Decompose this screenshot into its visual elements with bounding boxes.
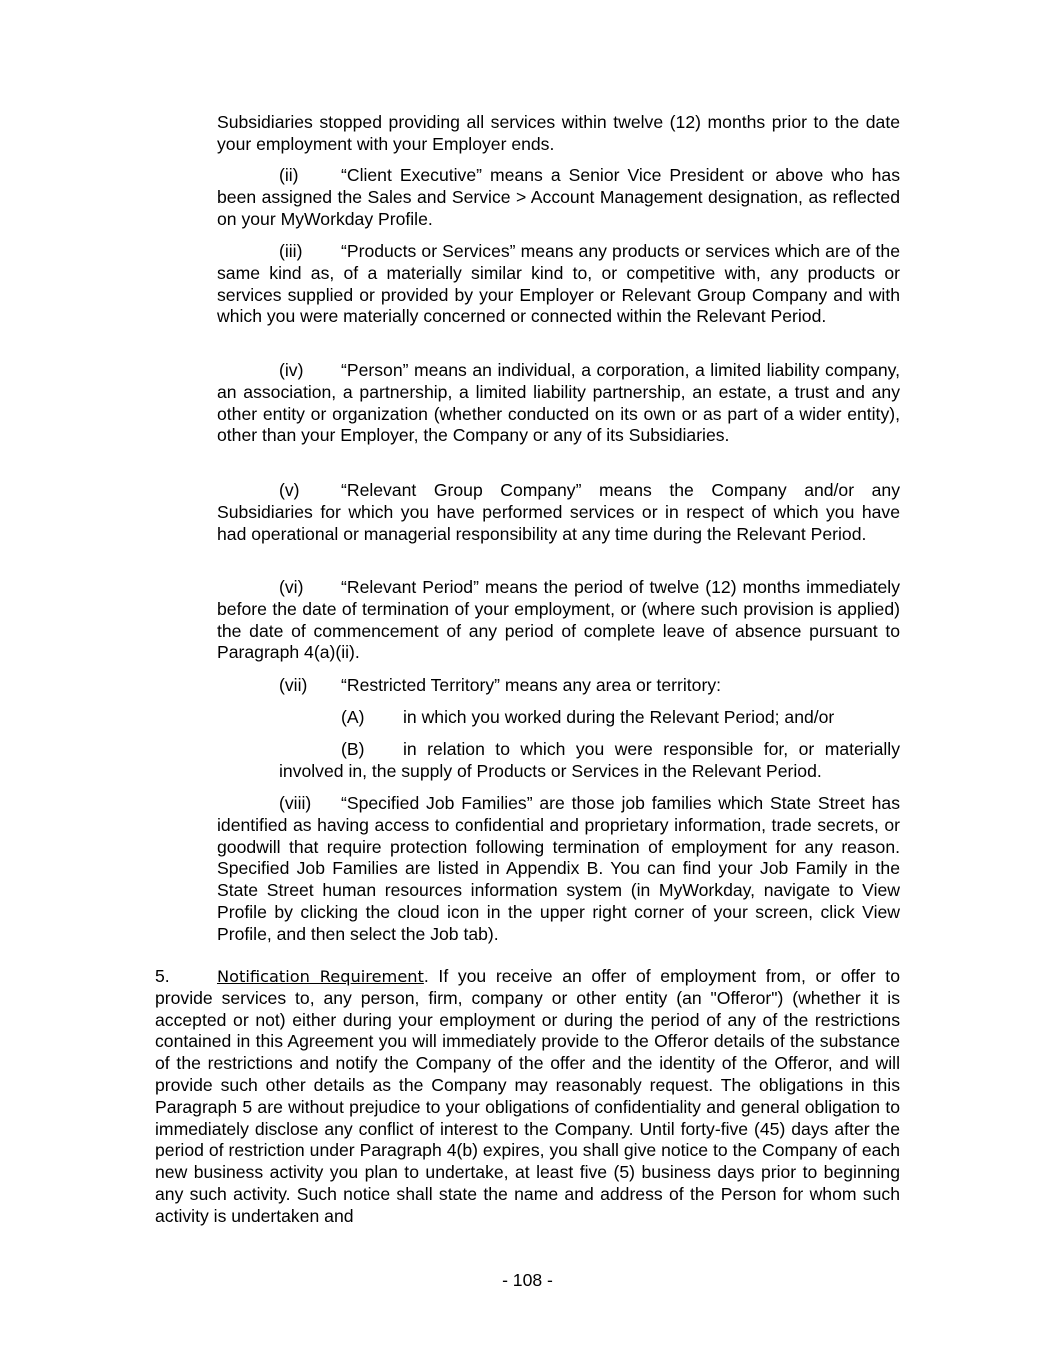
definition-text: “Products or Services” means any products or services which are of the same kind as, of a materially similar kind to, or competitive with, any products or services supplied or provided by your Employer or Relevant Group Company and with which you were materially concerned or connected within the Relevant Period. [217, 241, 900, 327]
definition-text: “Specified Job Families” are those job families which State Street has identified as having access to confidential and proprietary information, trade secrets, or goodwill that require protection following termination of employment for any reason. Specified Job Families are listed in Appendix B. You can find your Job Family in the State Street human resources information system (in MyWorkday, navigate to View Profile by clicking the cloud icon in the upper right corner of your screen, click View Profile, and then select the Job tab). [217, 793, 900, 944]
definition-text: “Client Executive” means a Senior Vice President or above who has been assigned the Sales and Service > Account Management designation, as reflected on your MyWorkday Profile. [217, 165, 900, 229]
section-number: 5. [155, 966, 170, 986]
sub-item-number: (A) [341, 707, 365, 727]
definition-number: (vi) [279, 577, 304, 597]
definition-ii [217, 165, 900, 230]
definition-number: (viii) [279, 793, 312, 813]
definition-v [217, 480, 900, 545]
definition-number: (vii) [279, 675, 308, 695]
section-5-paragraph [155, 966, 900, 1228]
lead-paragraph: Subsidiaries stopped providing all services within twelve (12) months prior to the date your employment with your Employer ends. [217, 112, 900, 154]
definition-text: “Restricted Territory” means any area or territory: [341, 675, 722, 695]
section-text: . If you receive an offer of employment from, or offer to provide services to, any person, firm, company or other entity (an "Offeror") (whether it is accepted or not) either during your employment or during the period of any of the restrictions contained in this Agreement you will immediately provide to the Offeror details of the substance of the restrictions and notify the Company of the offer and the identity of the Offeror, and will provide such other details as the Company may reasonably request. The obligations in this Paragraph 5 are without prejudice to your obligations of confidentiality and general obligation to immediately disclose any conflict of interest to the Company. Until forty-five (45) days after the period of restriction under Paragraph 4(b) expires, you shall give notice to the Company of each new business activity you plan to undertake, at least five (5) business days prior to beginning any such activity. Such notice shall state the name and address of the Person for whom such activity is undertaken and [155, 966, 900, 1226]
definition-number: (iv) [279, 360, 304, 380]
definition-text: “Relevant Group Company” means the Company and/or any Subsidiaries for which you have performed services or in respect of which you have had operational or managerial responsibility at any time during the Relevant Period. [217, 480, 900, 544]
sub-item-text: in which you worked during the Relevant Period; and/or [403, 707, 835, 727]
section-heading: Notification Requirement [217, 967, 424, 986]
sub-item-text: in relation to which you were responsible for, or materially involved in, the supply of Products or Services in the Relevant Period. [279, 739, 900, 781]
definition-number: (iii) [279, 241, 303, 261]
definition-iv [217, 360, 900, 447]
sub-item-b [279, 739, 900, 783]
sub-item-a [279, 707, 900, 729]
definition-vii [217, 675, 900, 697]
definition-vi [217, 577, 900, 664]
definition-number: (v) [279, 480, 300, 500]
page-number: - 108 - [502, 1270, 553, 1290]
definition-number: (ii) [279, 165, 299, 185]
sub-item-number: (B) [341, 739, 365, 759]
definition-iii [217, 241, 900, 328]
definition-text: “Relevant Period” means the period of twelve (12) months immediately before the date of termination of your employment, or (where such provision is applied) the date of commencement of any period of complete leave of absence pursuant to Paragraph 4(a)(ii). [217, 577, 900, 663]
definition-text: “Person” means an individual, a corporation, a limited liability company, an association, a partnership, a limited liability partnership, an estate, a trust and any other entity or organization (whether conducted on its own or as part of a wider entity), other than your Employer, the Company or any of its Subsidiaries. [217, 360, 900, 446]
definition-viii [217, 793, 900, 946]
